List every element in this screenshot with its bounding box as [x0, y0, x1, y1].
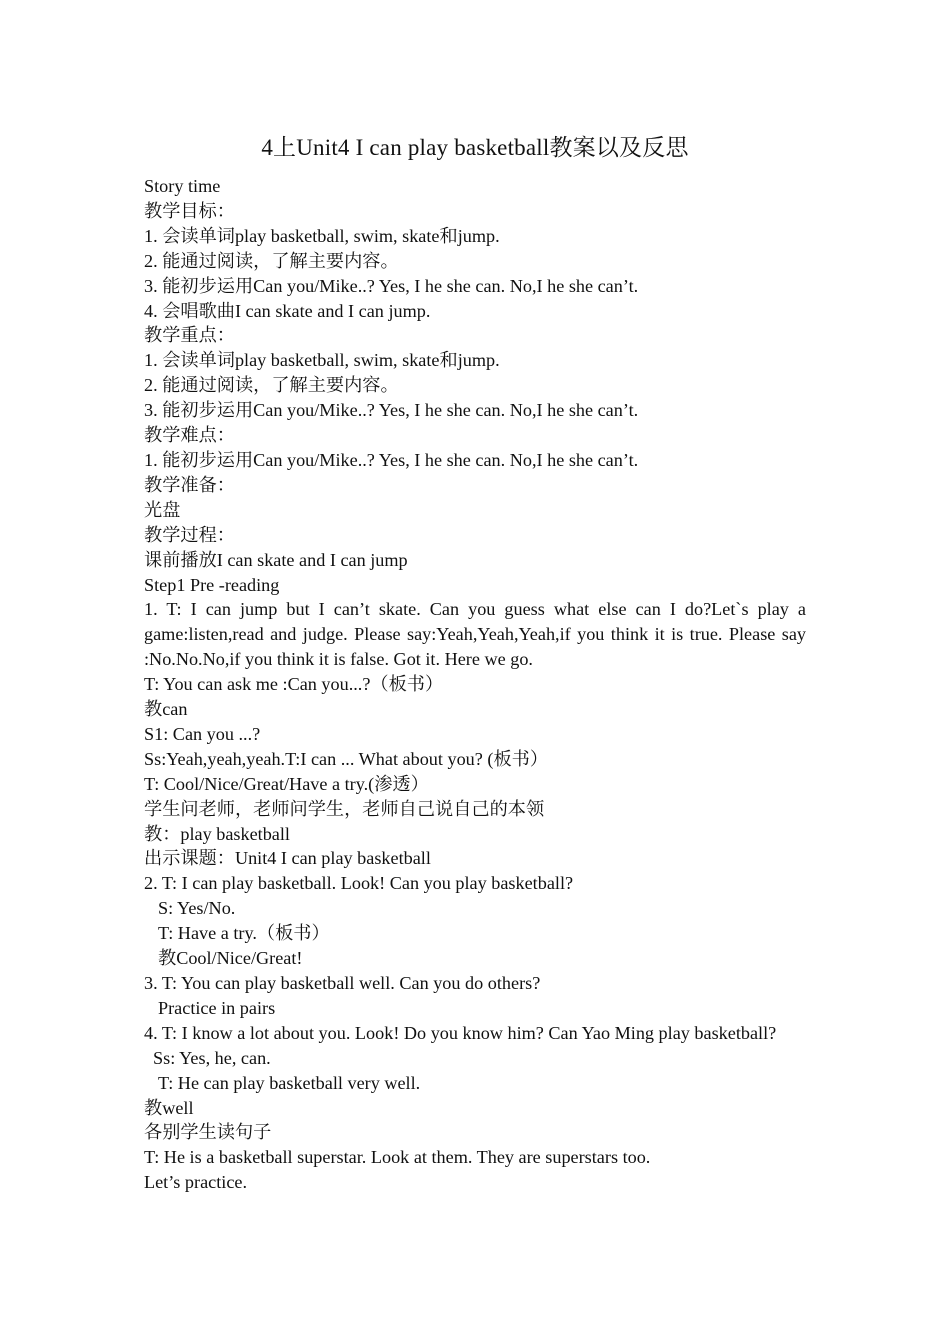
step-paragraph: 1. T: I can jump but I can’t skate. Can you guess what else can I do?Let`s play a game:listen,read and judge. Please say:Yeah,Yeah,Yeah,if you think it is true. Please say :No.No.No,if you think it is false. Got it. Here we go. — [144, 599, 806, 670]
process-line: Ss:Yeah,yeah,yeah.T:I can ... What about you? (板书） — [144, 748, 549, 769]
process-line: Let’s practice. — [144, 1172, 248, 1193]
process-line: T: Cool/Nice/Great/Have a try.(渗透） — [144, 773, 429, 794]
process-line: S1: Can you ...? — [144, 723, 261, 744]
indented-line: Practice in pairs — [158, 997, 276, 1018]
indented-line: T: He can play basketball very well. — [158, 1072, 421, 1093]
process-line: 学生问老师，老师问学生，老师自己说自己的本领 — [144, 798, 545, 819]
document-title: 4上Unit4 I can play basketball教案以及反思 — [261, 135, 689, 160]
objective-item: 1. 会读单词play basketball, swim, skate和jump. — [144, 225, 500, 246]
key-point-item: 3. 能初步运用Can you/Mike..? Yes, I he she can. No,I he she can’t. — [144, 400, 639, 421]
process-line: 各别学生读句子 — [144, 1122, 272, 1143]
difficulty-item: 1. 能初步运用Can you/Mike..? Yes, I he she can. No,I he she can’t. — [144, 449, 639, 470]
process-line: 教well — [144, 1097, 194, 1118]
objective-item: 4. 会唱歌曲I can skate and I can jump. — [144, 300, 431, 321]
key-point-item: 2. 能通过阅读，了解主要内容。 — [144, 375, 399, 396]
process-line: T: He is a basketball superstar. Look at them. They are superstars too. — [144, 1147, 651, 1168]
process-line: 出示课题：Unit4 I can play basketball — [144, 848, 431, 869]
process-heading: 教学过程： — [144, 524, 235, 545]
objective-item: 2. 能通过阅读，了解主要内容。 — [144, 250, 399, 271]
process-line: 教can — [144, 699, 188, 720]
step-paragraph: 4. T: I know a lot about you. Look! Do you know him? Can Yao Ming play basketball? — [144, 1022, 777, 1043]
preparation-item: 光盘 — [144, 499, 181, 520]
indented-line: Ss: Yes, he, can. — [153, 1047, 271, 1068]
indented-line: S: Yes/No. — [158, 898, 236, 919]
section-heading: Story time — [144, 176, 221, 196]
key-point-item: 1. 会读单词play basketball, swim, skate和jump. — [144, 350, 500, 371]
indented-line: 教Cool/Nice/Great! — [158, 948, 303, 969]
key-points-heading: 教学重点： — [144, 325, 235, 346]
process-line: 课前播放I can skate and I can jump — [144, 549, 408, 570]
process-line: 2. T: I can play basketball. Look! Can you play basketball? — [144, 873, 574, 894]
process-line: T: You can ask me :Can you...?（板书） — [144, 674, 444, 695]
step-heading: Step1 Pre -reading — [144, 574, 280, 595]
preparation-heading: 教学准备： — [144, 474, 235, 495]
objective-item: 3. 能初步运用Can you/Mike..? Yes, I he she can. No,I he she can’t. — [144, 275, 639, 296]
difficulties-heading: 教学难点： — [144, 425, 235, 446]
process-line: 3. T: You can play basketball well. Can you do others? — [144, 973, 541, 993]
document-body — [144, 174, 806, 1195]
objectives-heading: 教学目标： — [144, 200, 235, 221]
process-line: 教：play basketball — [144, 823, 290, 844]
indented-line: T: Have a try.（板书） — [158, 923, 330, 944]
